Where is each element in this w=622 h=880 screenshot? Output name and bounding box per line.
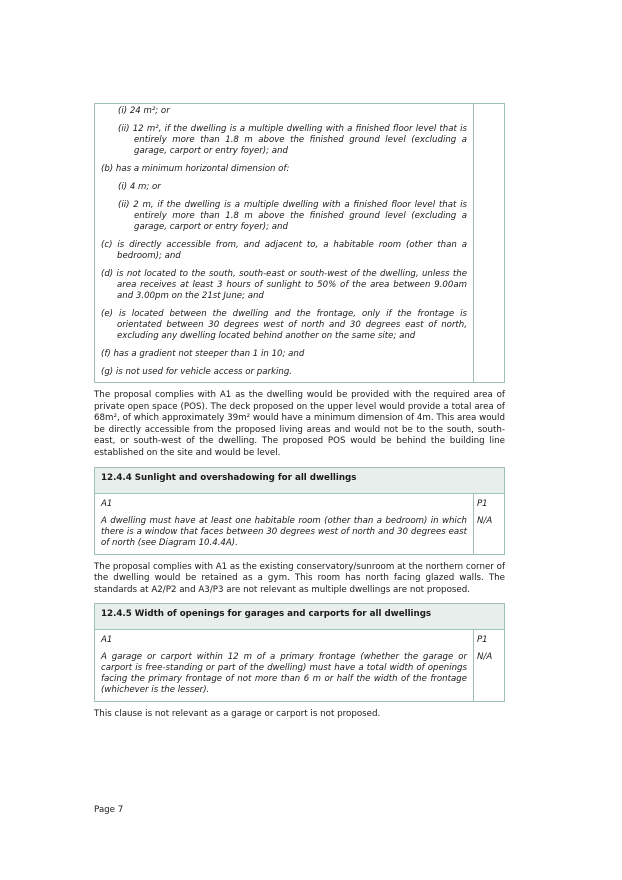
performance-criteria-cell xyxy=(474,494,504,554)
clause-12-4-4-table xyxy=(94,467,505,555)
criterion-a-i: (i) 24 m²; or xyxy=(118,106,170,116)
acceptable-solution-text: A dwelling must have at least one habitable room (other than a bedroom) in which there is a window that faces between 30 degrees west of north and 30 degrees east of north (see Diagram 10.4.4A). xyxy=(101,515,467,548)
acceptable-solution-label: A1 xyxy=(101,498,113,509)
criterion-g: (g) is not used for vehicle access or parking. xyxy=(101,367,293,377)
page-number: Page 7 xyxy=(94,805,124,815)
criterion-a-subitems xyxy=(101,106,467,157)
criterion-a-ii: (ii) 12 m², if the dwelling is a multiple dwelling with a finished floor level that is entirely more than 1.8 m above the finished ground level (excluding a garage, carport or entry foyer); and xyxy=(118,124,467,156)
clause-12-4-5-table xyxy=(94,603,505,702)
criterion-b-i: (i) 4 m; or xyxy=(118,182,161,192)
performance-criteria-label: P1 xyxy=(477,498,488,509)
clause-row xyxy=(95,630,504,701)
performance-criteria-text: N/A xyxy=(477,652,493,663)
clause-heading: 12.4.5 Width of openings for garages and carports for all dwellings xyxy=(95,604,504,630)
criterion-e: (e) is located between the dwelling and the frontage, only if the frontage is orientated between 30 degrees west of north and 30 degrees east of north, excluding any dwelling located behind another on the same site; and xyxy=(101,309,467,341)
pos-criteria-table xyxy=(94,103,505,383)
performance-criteria-text: N/A xyxy=(477,515,493,526)
acceptable-solution-text: A garage or carport within 12 m of a primary frontage (whether the garage or carport is free-standing or part of the dwelling) must have a total width of openings facing the primary frontage of not more than 6 m or half the width of the frontage (whichever is the lesser). xyxy=(101,652,467,696)
assessment-paragraph-garage: This clause is not relevant as a garage or carport is not proposed. xyxy=(94,709,381,720)
criterion-b-subitems xyxy=(101,182,467,233)
assessment-paragraph-sunlight: The proposal complies with A1 as the existing conservatory/sunroom at the northern corner of the dwelling would be retained as a gym. This room has north facing glazed walls. The standards at A2/P2 and A3/P3 are not relevant as multiple dwellings are not proposed. xyxy=(94,561,505,595)
pos-criteria-cell xyxy=(95,104,474,382)
acceptable-solution-cell xyxy=(95,630,474,701)
clause-row xyxy=(95,494,504,554)
clause-heading: 12.4.4 Sunlight and overshadowing for all dwellings xyxy=(95,468,504,494)
pos-criteria-side-cell xyxy=(474,104,504,382)
assessment-paragraph-pos: The proposal complies with A1 as the dwelling would be provided with the required area of private open space (POS). The deck proposed on the upper level would provide a total area of 68m², of which approximately 39m² would have a minimum dimension of 4m. This area would be directly accessible from the proposed living areas and would not be to the south, south-east, or south-west of the dwelling. The proposed POS would be behind the building line established on the site and would be level. xyxy=(94,390,505,458)
criterion-d: (d) is not located to the south, south-east or south-west of the dwelling, unless the area receives at least 3 hours of sunlight to 50% of the area between 9.00am and 3.00pm on the 21st June; and xyxy=(101,269,467,301)
criterion-c: (c) is directly accessible from, and adjacent to, a habitable room (other than a bedroom); and xyxy=(101,240,467,261)
criterion-b: (b) has a minimum horizontal dimension of: xyxy=(101,164,290,174)
acceptable-solution-label: A1 xyxy=(101,635,113,646)
criterion-b-ii: (ii) 2 m, if the dwelling is a multiple dwelling with a finished floor level that is entirely more than 1.8 m above the finished ground level (excluding a garage, carport or entry foyer); and xyxy=(118,200,467,232)
performance-criteria-label: P1 xyxy=(477,635,488,646)
performance-criteria-cell xyxy=(474,630,504,701)
criterion-f: (f) has a gradient not steeper than 1 in 10; and xyxy=(101,349,305,359)
page-content xyxy=(94,103,505,728)
acceptable-solution-cell xyxy=(95,494,474,554)
